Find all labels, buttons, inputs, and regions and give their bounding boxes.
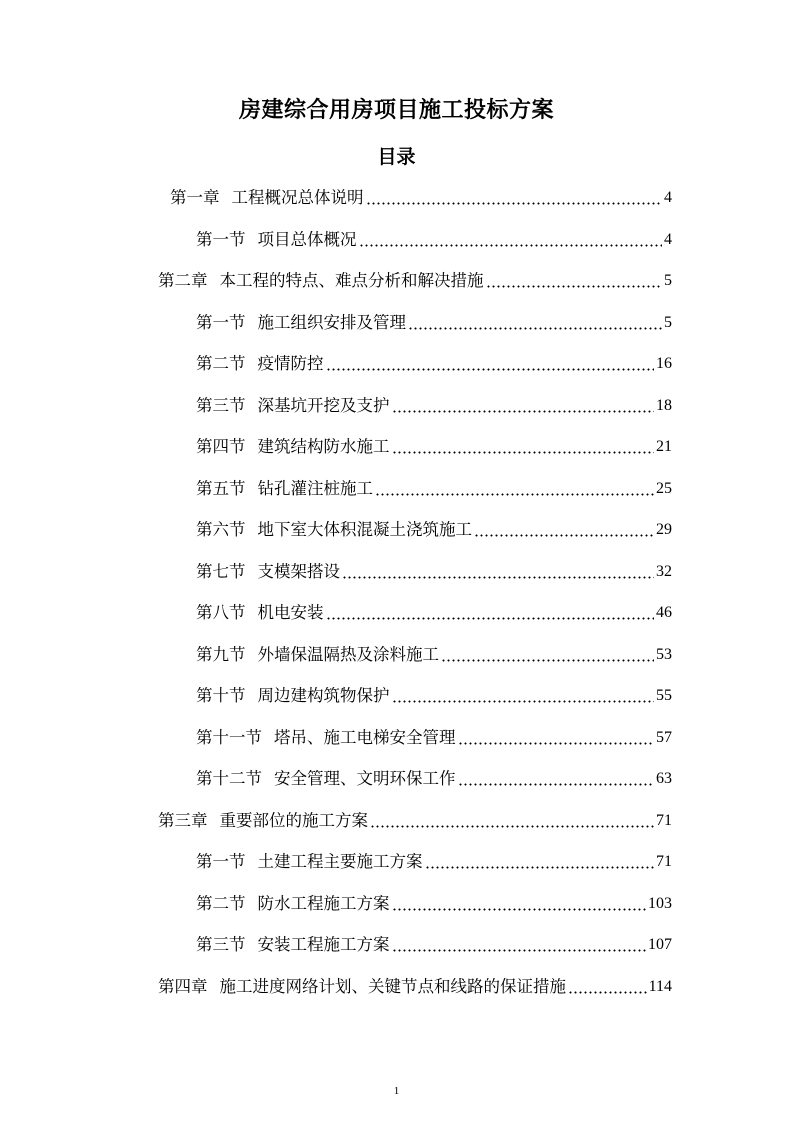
toc-entry-number: 第五节 xyxy=(196,479,246,498)
toc-entry-page: 46 xyxy=(656,604,672,621)
toc-entry-number: 第四节 xyxy=(196,437,246,456)
toc-entry-title: 钻孔灌注桩施工 xyxy=(257,479,373,498)
toc-dot-leader xyxy=(486,285,663,288)
toc-entry-title: 工程概况总体说明 xyxy=(231,188,364,207)
toc-dot-leader xyxy=(441,659,654,662)
toc-entry-number: 第二章 xyxy=(158,271,208,290)
toc-entry-title: 塔吊、施工电梯安全管理 xyxy=(274,728,456,747)
toc-entry-page: 107 xyxy=(648,936,672,953)
toc-entry[interactable] xyxy=(170,185,672,211)
toc-entry-page: 29 xyxy=(656,521,672,538)
toc-dot-leader xyxy=(375,493,654,496)
toc-entry[interactable] xyxy=(196,683,672,709)
toc-entry-page: 25 xyxy=(656,480,672,497)
toc-entry-number: 第一节 xyxy=(196,852,246,871)
page-number: 1 xyxy=(393,1085,400,1097)
toc-entry[interactable] xyxy=(196,600,672,626)
toc-entry-number: 第一节 xyxy=(196,230,246,249)
toc-dot-leader xyxy=(408,327,662,330)
toc-entry-page: 5 xyxy=(664,272,672,289)
toc-dot-leader xyxy=(392,451,655,454)
toc-entry-page: 71 xyxy=(656,853,672,870)
toc-dot-leader xyxy=(474,534,654,537)
toc-entry[interactable] xyxy=(196,891,672,917)
toc-entry-page: 63 xyxy=(656,770,672,787)
toc-heading: 目录 xyxy=(377,146,416,168)
toc-entry-page: 114 xyxy=(648,978,672,995)
toc-entry-page: 71 xyxy=(656,812,672,829)
toc-entry-title: 施工组织安排及管理 xyxy=(257,313,406,332)
toc-entry-number: 第十节 xyxy=(196,686,246,705)
toc-entry-title: 深基坑开挖及支护 xyxy=(257,396,390,415)
toc-entry-page: 4 xyxy=(664,189,672,206)
toc-entry-page: 103 xyxy=(648,895,672,912)
toc-dot-leader xyxy=(425,866,655,869)
toc-entry-title: 防水工程施工方案 xyxy=(257,894,390,913)
toc-entry-number: 第十一节 xyxy=(196,728,262,747)
toc-dot-leader xyxy=(392,908,647,911)
toc-entry[interactable] xyxy=(196,849,672,875)
toc-dot-leader xyxy=(458,742,655,745)
toc-dot-leader xyxy=(458,783,655,786)
toc-entry-number: 第三章 xyxy=(158,811,208,830)
toc-entry-title: 地下室大体积混凝土浇筑施工 xyxy=(257,520,472,539)
toc-entry-title: 施工进度网络计划、关键节点和线路的保证措施 xyxy=(219,977,566,996)
toc-entry[interactable] xyxy=(158,808,672,834)
toc-entry[interactable] xyxy=(196,932,672,958)
toc-dot-leader xyxy=(392,949,647,952)
toc-entry-number: 第九节 xyxy=(196,645,246,664)
toc-entry-page: 21 xyxy=(656,438,672,455)
toc-entry-page: 55 xyxy=(656,687,672,704)
toc-entry-number: 第八节 xyxy=(196,603,246,622)
toc-entry-title: 建筑结构防水施工 xyxy=(257,437,390,456)
toc-entry-number: 第六节 xyxy=(196,520,246,539)
toc-entry-title: 支模架搭设 xyxy=(257,562,340,581)
document-title: 房建综合用房项目施工投标方案 xyxy=(238,98,554,123)
toc-entry[interactable] xyxy=(196,476,672,502)
toc-entry[interactable] xyxy=(196,725,672,751)
toc-entry[interactable] xyxy=(196,766,672,792)
toc-entry-title: 重要部位的施工方案 xyxy=(219,811,368,830)
toc-dot-leader xyxy=(568,991,647,994)
toc-entry[interactable] xyxy=(196,642,672,668)
toc-dot-leader xyxy=(359,244,663,247)
toc-entry[interactable] xyxy=(196,559,672,585)
toc-dot-leader xyxy=(326,368,655,371)
toc-entry-number: 第四章 xyxy=(158,977,208,996)
toc-entry-title: 本工程的特点、难点分析和解决措施 xyxy=(219,271,484,290)
toc-entry[interactable] xyxy=(196,351,672,377)
toc-entry-number: 第一章 xyxy=(170,188,220,207)
toc-entry-page: 4 xyxy=(664,231,672,248)
toc-entry-title: 外墙保温隔热及涂料施工 xyxy=(257,645,439,664)
toc-dot-leader xyxy=(392,410,655,413)
toc-entry[interactable] xyxy=(196,434,672,460)
toc-entry[interactable] xyxy=(196,517,672,543)
toc-entry-title: 疫情防控 xyxy=(257,354,324,373)
toc-entry[interactable] xyxy=(196,227,672,253)
toc-entry[interactable] xyxy=(196,393,672,419)
toc-entry-page: 5 xyxy=(664,314,672,331)
toc-entry-number: 第三节 xyxy=(196,396,246,415)
toc-dot-leader xyxy=(392,700,655,703)
toc-entry-title: 安装工程施工方案 xyxy=(257,935,390,954)
toc-entry-number: 第二节 xyxy=(196,894,246,913)
toc-entry-page: 18 xyxy=(656,397,672,414)
toc-entry[interactable] xyxy=(158,974,672,1000)
toc-dot-leader xyxy=(370,825,654,828)
toc-entry-page: 53 xyxy=(656,646,672,663)
toc-entry[interactable] xyxy=(158,268,672,294)
toc-entry-number: 第二节 xyxy=(196,354,246,373)
toc-entry-title: 周边建构筑物保护 xyxy=(257,686,390,705)
toc-entry-title: 土建工程主要施工方案 xyxy=(257,852,423,871)
toc-entry-title: 安全管理、文明环保工作 xyxy=(274,769,456,788)
toc-entry-page: 57 xyxy=(656,729,672,746)
toc-dot-leader xyxy=(366,202,663,205)
toc-dot-leader xyxy=(326,617,655,620)
toc-entry-number: 第七节 xyxy=(196,562,246,581)
toc-entry[interactable] xyxy=(196,310,672,336)
toc-entry-number: 第三节 xyxy=(196,935,246,954)
toc-entry-page: 16 xyxy=(656,355,672,372)
toc-entry-title: 项目总体概况 xyxy=(257,230,357,249)
toc-dot-leader xyxy=(342,576,654,579)
toc-entry-title: 机电安装 xyxy=(257,603,324,622)
toc-entry-number: 第十二节 xyxy=(196,769,262,788)
toc-entry-page: 32 xyxy=(656,563,672,580)
toc-entry-number: 第一节 xyxy=(196,313,246,332)
